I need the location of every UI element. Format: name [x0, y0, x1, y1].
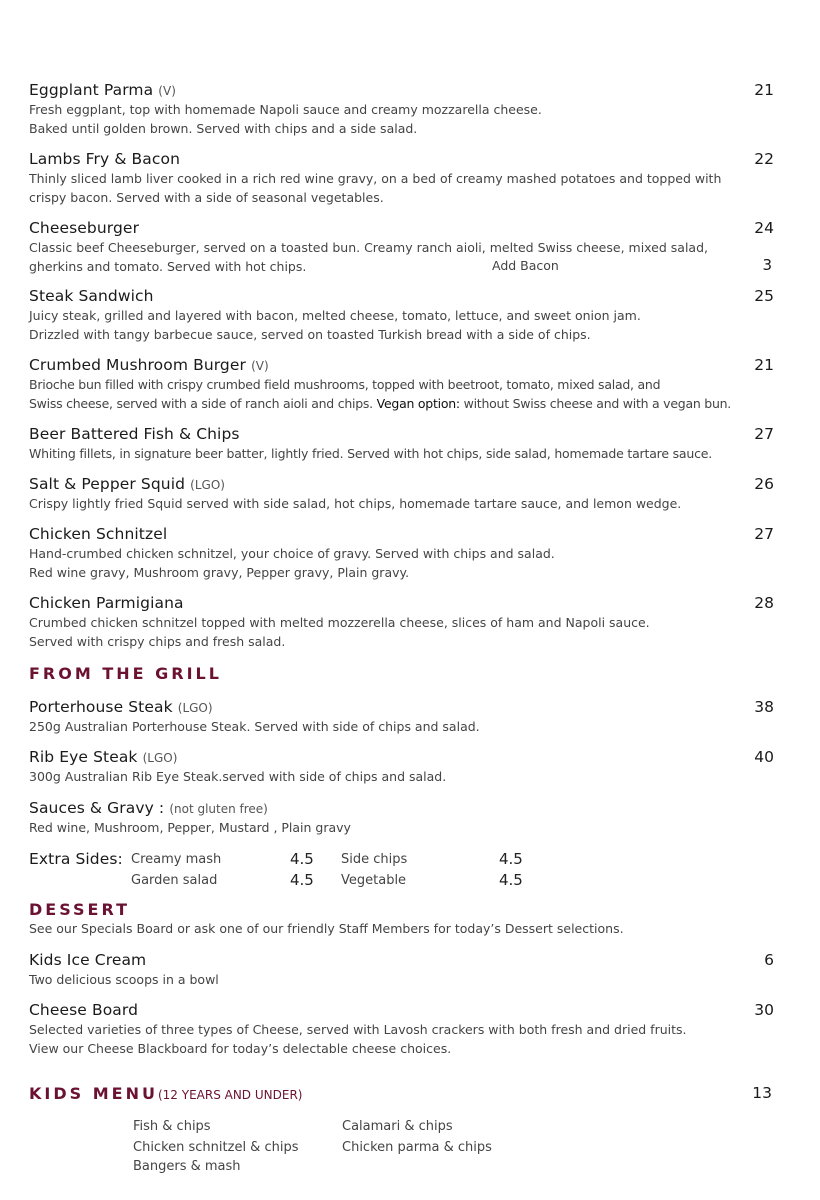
menu-item-schnitzel — [29, 524, 774, 582]
dietary-tag: (LGO) — [142, 751, 178, 765]
item-price: 22 — [754, 150, 774, 168]
item-description: Brioche bun filled with crispy crumbed field mushrooms, topped with beetroot, tomato, mixed salad, and Swiss cheese, served with a side of ranch aioli and chips. Vegan option: without Swiss cheese and with a vegan bun. — [29, 377, 732, 411]
sauces-note: (not gluten free) — [169, 802, 268, 816]
kids-price: 13 — [752, 1084, 772, 1102]
item-description: Thinly sliced lamb liver cooked in a rich red wine gravy, on a bed of creamy mashed potatoes and topped with crispy bacon. Served with a side of seasonal vegetables. — [29, 171, 722, 205]
side-name: Creamy mash — [131, 852, 222, 867]
kids-option: Calamari & chips — [342, 1119, 453, 1134]
section-title-kids — [29, 1084, 302, 1103]
item-price: 27 — [754, 425, 774, 443]
item-name: Crumbed Mushroom Burger — [29, 356, 246, 374]
item-name: Chicken Parmigiana — [29, 594, 184, 612]
menu-item-steak-sandwich — [29, 286, 774, 344]
addon-label: Add Bacon — [492, 258, 559, 273]
menu-item-porterhouse — [29, 697, 774, 736]
item-name: Cheese Board — [29, 1001, 139, 1019]
item-price: 21 — [754, 356, 774, 374]
menu-item-cheese-board — [29, 1000, 774, 1058]
side-name: Garden salad — [131, 873, 218, 888]
item-description: Two delicious scoops in a bowl — [29, 972, 219, 987]
menu-item-rib-eye — [29, 747, 774, 786]
item-name: Lambs Fry & Bacon — [29, 150, 181, 168]
dietary-tag: (V) — [251, 359, 269, 373]
item-description: Whiting fillets, in signature beer batter, lightly fried. Served with hot chips, side salad, homemade tartare sauce. — [29, 446, 713, 461]
kids-subtitle: (12 YEARS AND UNDER) — [157, 1088, 303, 1102]
menu-item-cheeseburger — [29, 218, 774, 276]
menu-item-mushroom-burger — [29, 355, 774, 413]
kids-option: Chicken schnitzel & chips — [133, 1140, 299, 1155]
menu-item-parmigiana — [29, 593, 774, 651]
dietary-tag: (LGO) — [190, 478, 225, 492]
side-price: 4.5 — [290, 871, 314, 889]
menu-item-lambs-fry — [29, 149, 774, 207]
kids-title: KIDS MENU — [29, 1084, 158, 1103]
item-description: Hand-crumbed chicken schnitzel, your choice of gravy. Served with chips and salad. Red wine gravy, Mushroom gravy, Pepper gravy, Plain gravy. — [29, 546, 555, 580]
section-title-grill: FROM THE GRILL — [29, 664, 222, 683]
item-price: 38 — [754, 698, 774, 716]
menu-item-eggplant-parma — [29, 80, 774, 138]
side-price: 4.5 — [499, 871, 523, 889]
kids-option: Bangers & mash — [133, 1159, 241, 1174]
vegan-option-label: Vegan option: — [376, 396, 460, 411]
addon-price: 3 — [762, 256, 772, 274]
item-price: 21 — [754, 81, 774, 99]
item-name: Kids Ice Cream — [29, 951, 147, 969]
item-name: Chicken Schnitzel — [29, 525, 168, 543]
dietary-tag: (LGO) — [177, 701, 213, 715]
extra-sides-label: Extra Sides: — [29, 850, 123, 868]
side-name: Side chips — [341, 852, 408, 867]
dietary-tag: (V) — [158, 84, 176, 98]
item-name: Porterhouse Steak — [29, 698, 173, 716]
item-name: Eggplant Parma — [29, 81, 154, 99]
side-name: Vegetable — [341, 873, 407, 888]
item-name: Cheeseburger — [29, 219, 140, 237]
item-price: 28 — [754, 594, 774, 612]
item-name: Beer Battered Fish & Chips — [29, 425, 240, 443]
section-title-dessert: DESSERT — [29, 900, 130, 919]
item-description: Fresh eggplant, top with homemade Napoli sauce and creamy mozzarella cheese. Baked until golden brown. Served with chips and a side salad. — [29, 102, 542, 136]
item-price: 40 — [754, 748, 774, 766]
item-description: 250g Australian Porterhouse Steak. Served with side of chips and salad. — [29, 719, 480, 734]
kids-option: Chicken parma & chips — [342, 1140, 492, 1155]
menu-item-squid — [29, 474, 774, 513]
item-description: Classic beef Cheeseburger, served on a toasted bun. Creamy ranch aioli, melted Swiss cheese, mixed salad, gherkins and tomato. Served with hot chips. — [29, 240, 708, 274]
item-name: Steak Sandwich — [29, 287, 154, 305]
item-description: Juicy steak, grilled and layered with bacon, melted cheese, tomato, lettuce, and sweet onion jam. Drizzled with tangy barbecue sauce, served on toasted Turkish bread with a side of chips. — [29, 308, 641, 342]
item-price: 24 — [754, 219, 774, 237]
item-price: 26 — [754, 475, 774, 493]
item-price: 25 — [754, 287, 774, 305]
item-description: Selected varieties of three types of Cheese, served with Lavosh crackers with both fresh and dried fruits. View our Cheese Blackboard for today’s delectable cheese choices. — [29, 1022, 687, 1056]
item-description: Crispy lightly fried Squid served with side salad, hot chips, homemade tartare sauce, and lemon wedge. — [29, 496, 682, 511]
item-name: Sauces & Gravy : — [29, 799, 165, 817]
side-price: 4.5 — [290, 850, 314, 868]
item-price: 30 — [754, 1001, 774, 1019]
item-name: Salt & Pepper Squid — [29, 475, 186, 493]
menu-item-kids-ice-cream — [29, 950, 774, 989]
item-price: 6 — [764, 951, 774, 969]
sauces-gravy — [29, 798, 774, 837]
item-name: Rib Eye Steak — [29, 748, 138, 766]
item-price: 27 — [754, 525, 774, 543]
menu-item-fish-chips — [29, 424, 774, 463]
kids-option: Fish & chips — [133, 1119, 211, 1134]
item-description: 300g Australian Rib Eye Steak.served with side of chips and salad. — [29, 769, 447, 784]
item-description: Crumbed chicken schnitzel topped with melted mozzerella cheese, slices of ham and Napoli sauce. Served with crispy chips and fresh salad. — [29, 615, 650, 649]
dessert-intro: See our Specials Board or ask one of our friendly Staff Members for today’s Dessert selections. — [29, 921, 624, 936]
side-price: 4.5 — [499, 850, 523, 868]
item-description: Red wine, Mushroom, Pepper, Mustard , Plain gravy — [29, 820, 351, 835]
